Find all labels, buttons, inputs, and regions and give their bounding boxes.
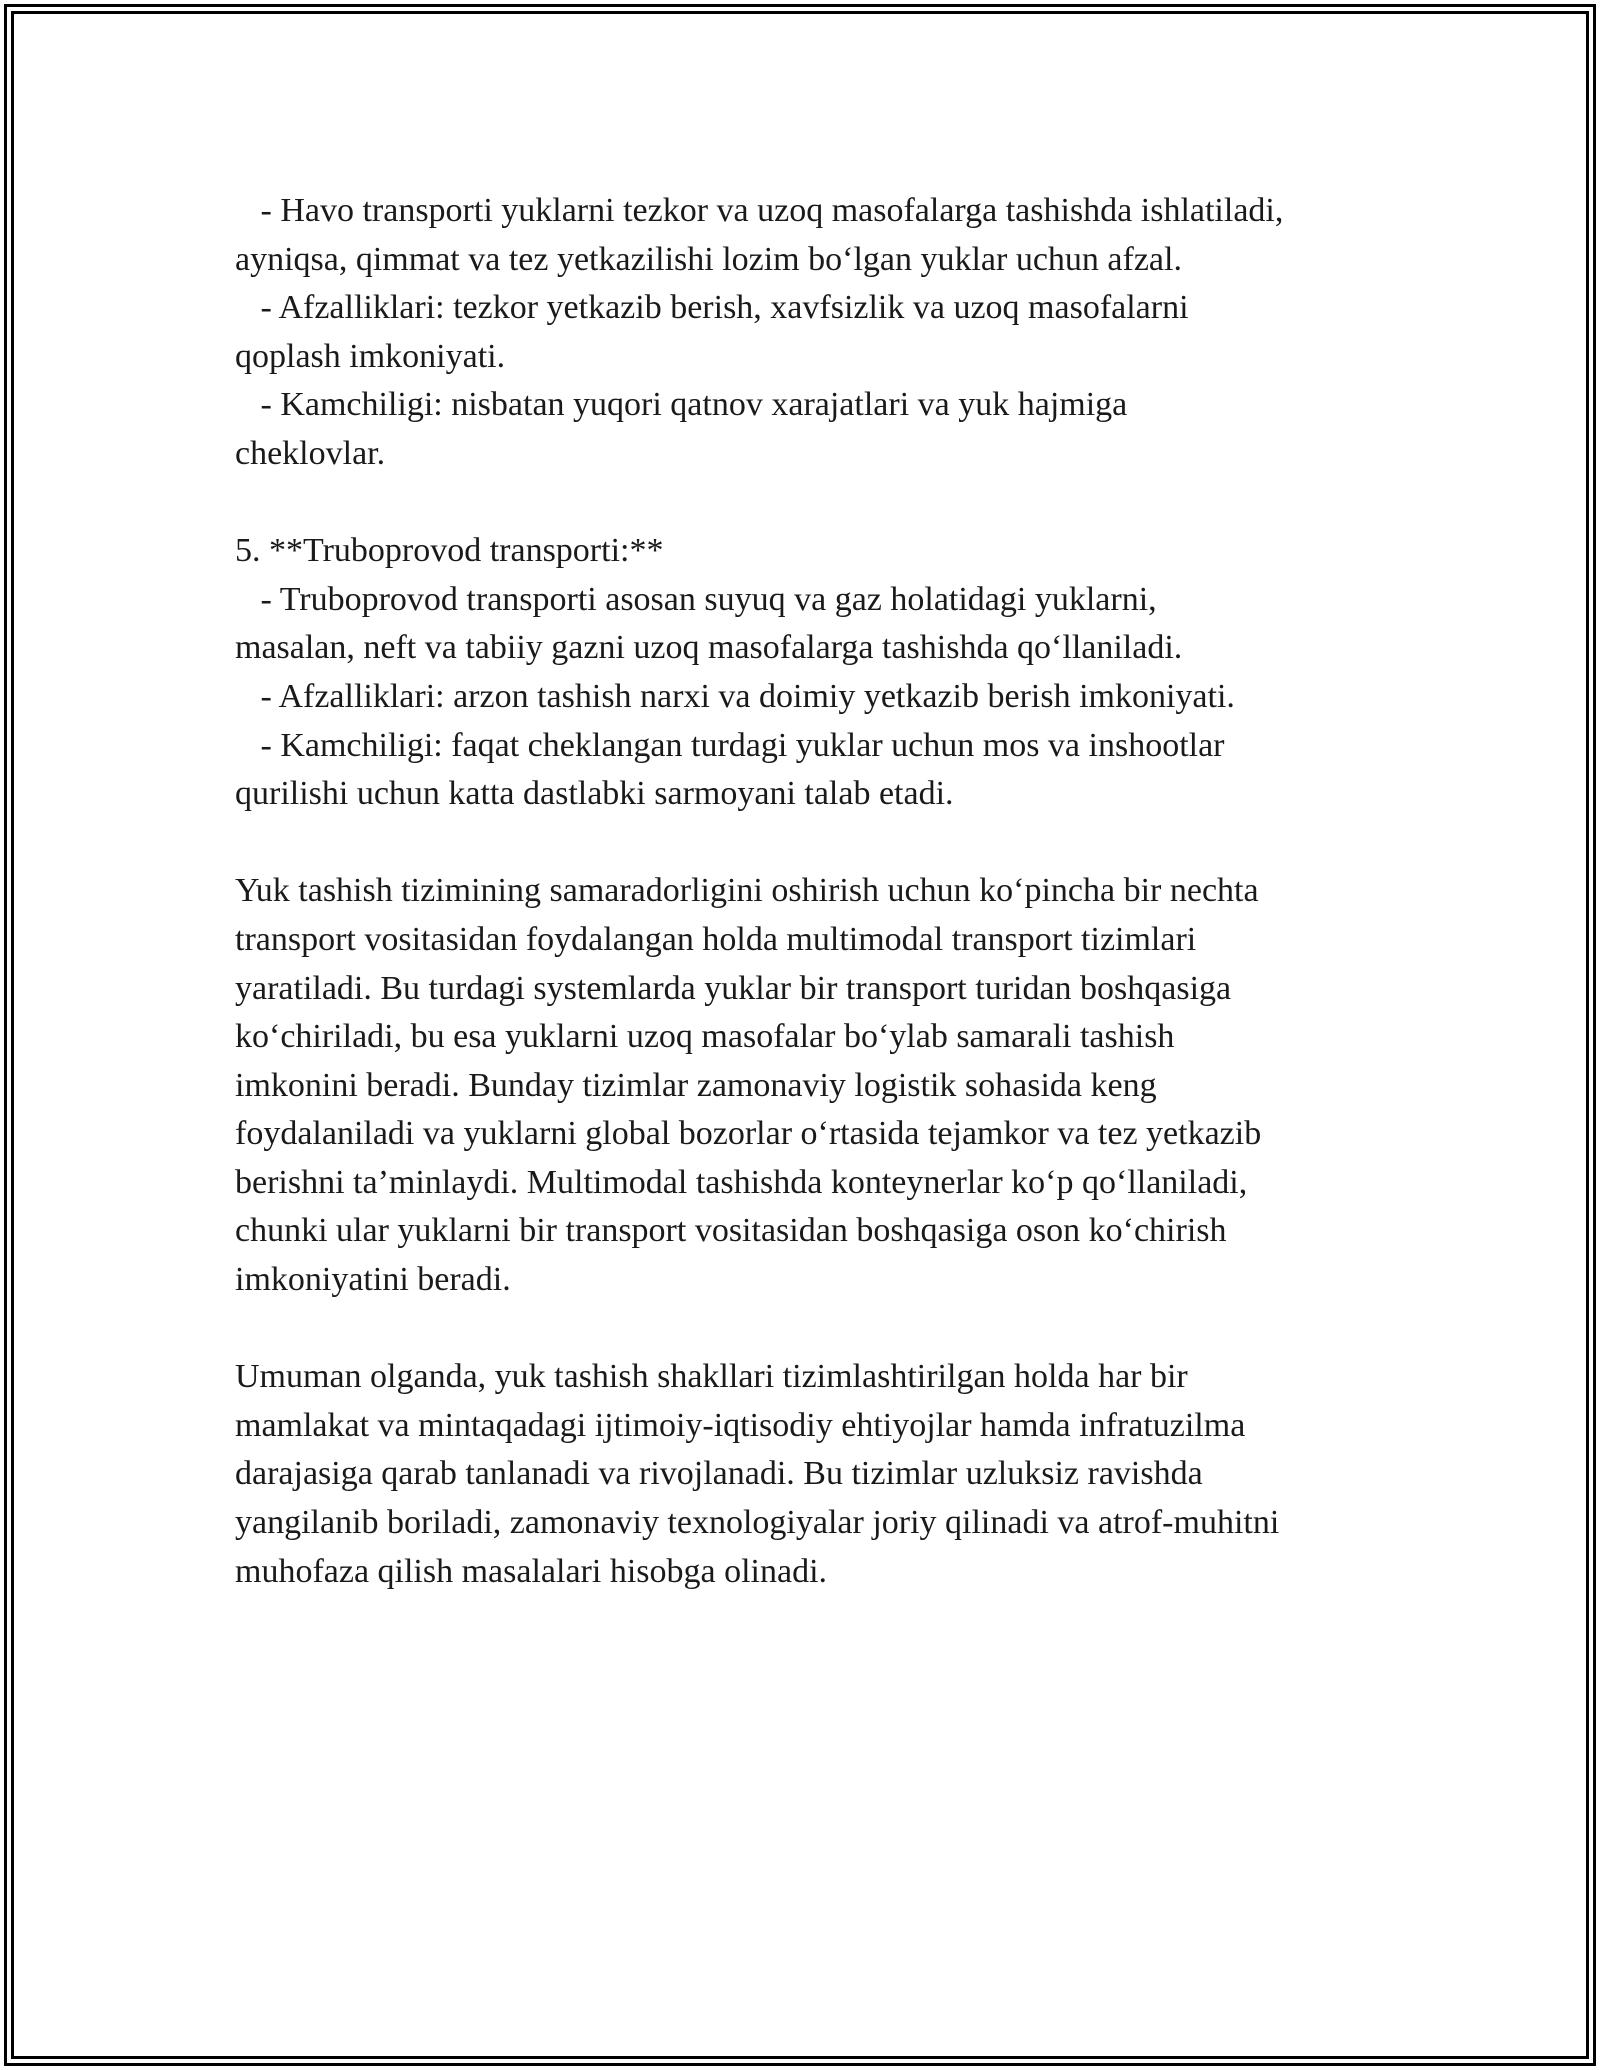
text-line: yaratiladi. Bu turdagi systemlarda yuklar bir transport turidan boshqasiga (235, 969, 1232, 1007)
text-line: - Afzalliklari: arzon tashish narxi va doimiy yetkazib berish imkoniyati. (235, 677, 1235, 715)
text-line: - Kamchiligi: nisbatan yuqori qatnov xarajatlari va yuk hajmiga (235, 386, 1128, 424)
section-heading: 5. **Truboprovod transporti:** (235, 532, 664, 570)
text-line: - Afzalliklari: tezkor yetkazib berish, xavfsizlik va uzoq masofalarni (235, 289, 1189, 327)
text-line: berishni ta’minlaydi. Multimodal tashishda konteynerlar ko‘p qo‘llaniladi, (235, 1163, 1248, 1201)
text-line: muhofaza qilish masalalari hisobga olinadi. (235, 1552, 828, 1590)
text-line: yangilanib boriladi, zamonaviy texnologiyalar joriy qilinadi va atrof-muhitni (235, 1504, 1280, 1542)
text-line: chunki ular yuklarni bir transport vositasidan boshqasiga oson ko‘chirish (235, 1212, 1227, 1250)
text-line: ko‘chiriladi, bu esa yuklarni uzoq masofalar bo‘ylab samarali tashish (235, 1018, 1175, 1056)
paragraph-gap (235, 479, 1395, 528)
multimodal-paragraph (235, 867, 1395, 1304)
text-line: foydalaniladi va yuklarni global bozorlar o‘rtasida tejamkor va tez yetkazib (235, 1115, 1262, 1153)
text-line: Umuman olganda, yuk tashish shakllari tizimlashtirilgan holda har bir (235, 1358, 1188, 1396)
text-line: qoplash imkoniyati. (235, 337, 506, 375)
text-line: imkonini beradi. Bunday tizimlar zamonaviy logistik sohasida keng (235, 1066, 1157, 1104)
document-body (235, 187, 1395, 1596)
text-line: - Kamchiligi: faqat cheklangan turdagi yuklar uchun mos va inshootlar (235, 726, 1225, 764)
conclusion-paragraph (235, 1353, 1395, 1596)
text-line: qurilishi uchun katta dastlabki sarmoyani talab etadi. (235, 775, 954, 813)
text-line: - Havo transporti yuklarni tezkor va uzoq masofalarga tashishda ishlatiladi, (235, 192, 1284, 229)
text-line: masalan, neft va tabiiy gazni uzoq masofalarga tashishda qo‘llaniladi. (235, 629, 1183, 667)
pipeline-transport-section (235, 527, 1395, 819)
paragraph-gap (235, 1305, 1395, 1354)
text-line: darajasiga qarab tanlanadi va rivojlanadi. Bu tizimlar uzluksiz ravishda (235, 1455, 1203, 1493)
text-line: mamlakat va mintaqadagi ijtimoiy-iqtisodiy ehtiyojlar hamda infratuzilma (235, 1406, 1246, 1444)
text-line: transport vositasidan foydalangan holda multimodal transport tizimlari (235, 920, 1197, 958)
text-line: cheklovlar. (235, 434, 386, 472)
text-line: imkoniyatini beradi. (235, 1261, 511, 1299)
paragraph-gap (235, 819, 1395, 868)
text-line: - Truboprovod transporti asosan suyuq va gaz holatidagi yuklarni, (235, 580, 1157, 618)
text-line: Yuk tashish tizimining samaradorligini oshirish uchun ko‘pincha bir nechta (235, 872, 1259, 910)
text-line: ayniqsa, qimmat va tez yetkazilishi lozim bo‘lgan yuklar uchun afzal. (235, 240, 1182, 278)
air-transport-section (235, 187, 1395, 479)
